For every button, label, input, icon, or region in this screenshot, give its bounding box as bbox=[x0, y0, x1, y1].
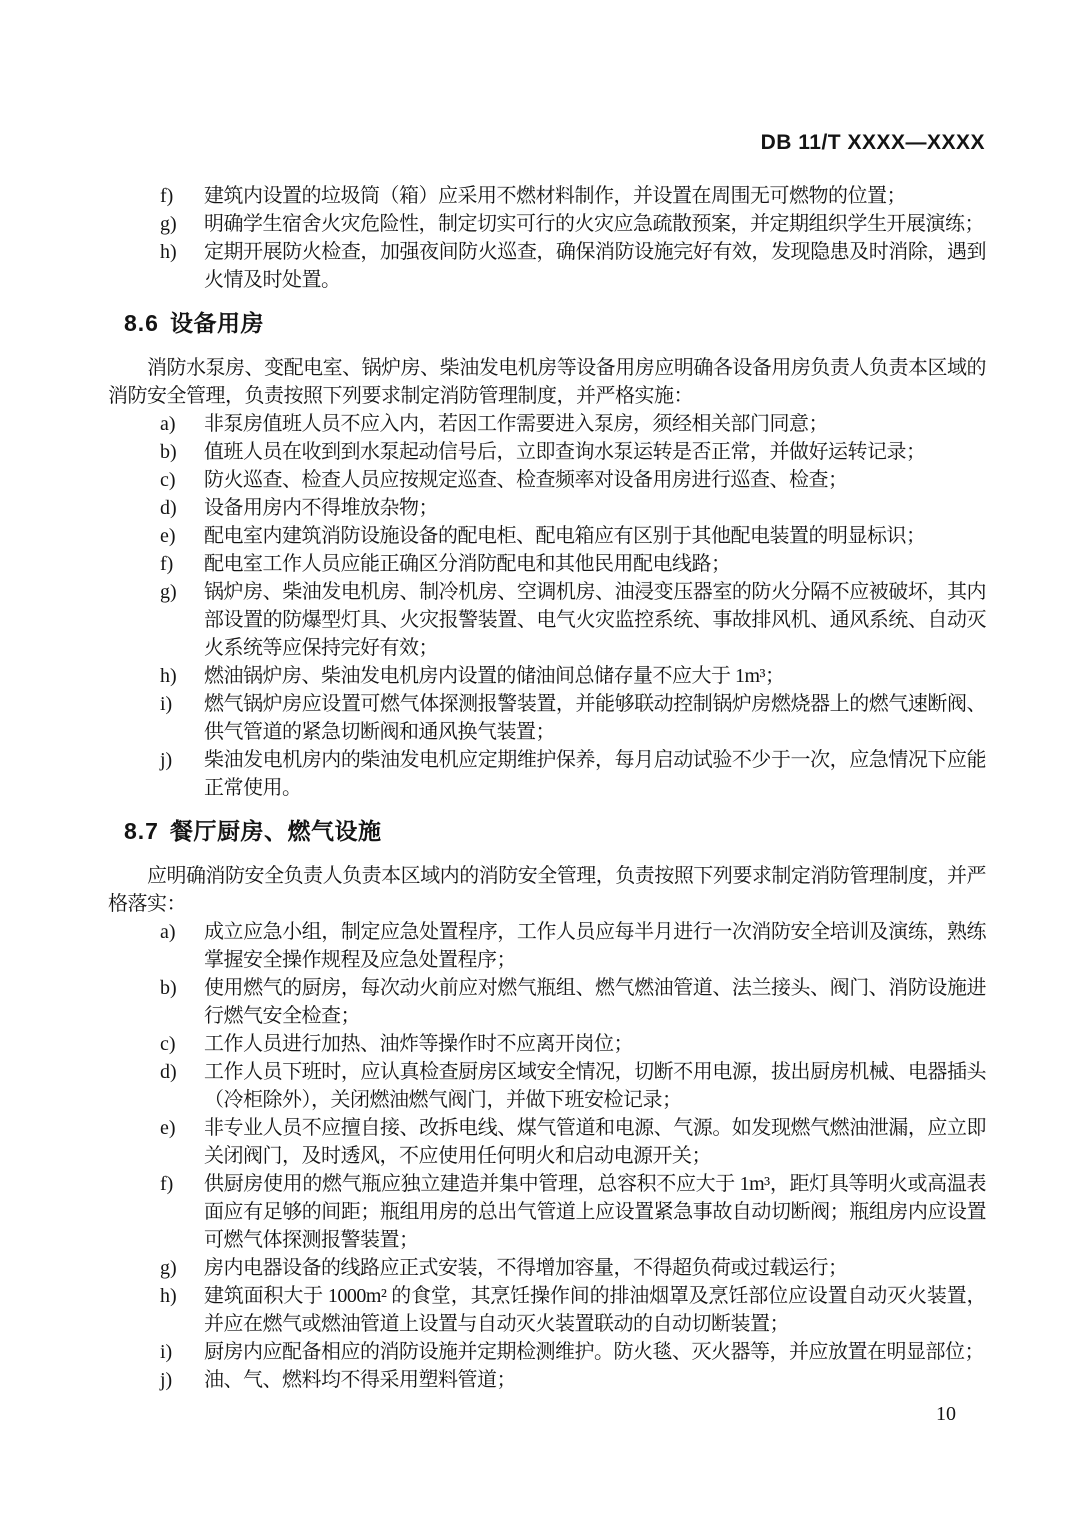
list-item-text: 房内电器设备的线路应正式安装，不得增加容量，不得超负荷或过载运行； bbox=[204, 1257, 848, 1279]
list-item-text: 成立应急小组，制定应急处置程序，工作人员应每半月进行一次消防安全培训及演练，熟练掌握安全操作规程及应急处置程序； bbox=[204, 921, 986, 971]
list-item bbox=[108, 1030, 986, 1058]
list-item bbox=[108, 438, 986, 466]
list-item-text: 定期开展防火检查，加强夜间防火巡查，确保消防设施完好有效，发现隐患及时消除，遇到火情及时处置。 bbox=[204, 241, 986, 291]
list-item bbox=[108, 1058, 986, 1114]
list-item-text: 使用燃气的厨房，每次动火前应对燃气瓶组、燃气燃油管道、法兰接头、阀门、消防设施进行燃气安全检查； bbox=[204, 977, 986, 1027]
list-item-label: d) bbox=[160, 1061, 177, 1083]
list-item-label: a) bbox=[160, 413, 176, 435]
list-item-label: f) bbox=[160, 1173, 174, 1195]
list-item bbox=[108, 1254, 986, 1282]
page-content bbox=[108, 182, 986, 1394]
list-item-label: f) bbox=[160, 185, 174, 207]
list-item-text: 供厨房使用的燃气瓶应独立建造并集中管理，总容积不应大于 1m³，距灯具等明火或高温表面应有足够的间距；瓶组用房的总出气管道上应设置紧急事故自动切断阀；瓶组房内应设置可燃气体探测报警装置； bbox=[204, 1173, 986, 1251]
list-item bbox=[108, 210, 986, 238]
list-item-label: e) bbox=[160, 1117, 176, 1139]
list-item-text: 配电室工作人员应能正确区分消防配电和其他民用配电线路； bbox=[204, 553, 731, 575]
section-intro-paragraph: 应明确消防安全负责人负责本区域内的消防安全管理，负责按照下列要求制定消防管理制度，并严格落实： bbox=[108, 865, 986, 915]
list-item-label: d) bbox=[160, 497, 177, 519]
list-item-text: 厨房内应配备相应的消防设施并定期检测维护。防火毯、灭火器等，并应放置在明显部位； bbox=[204, 1341, 984, 1363]
section-number: 8.7 bbox=[124, 818, 159, 844]
list-item-label: h) bbox=[160, 241, 177, 263]
list-item-label: c) bbox=[160, 469, 176, 491]
list-item bbox=[108, 494, 986, 522]
list-item-text: 明确学生宿舍火灾危险性，制定切实可行的火灾应急疏散预案，并定期组织学生开展演练； bbox=[204, 213, 984, 235]
section-number: 8.6 bbox=[124, 310, 159, 336]
list-item-text: 建筑面积大于 1000m² 的食堂，其烹饪操作间的排油烟罩及烹饪部位应设置自动灭火装置，并应在燃气或燃油管道上设置与自动灭火装置联动的自动切断装置； bbox=[204, 1285, 986, 1335]
list-item bbox=[108, 238, 986, 294]
section-intro-paragraph: 消防水泵房、变配电室、锅炉房、柴油发电机房等设备用房应明确各设备用房负责人负责本区域的消防安全管理，负责按照下列要求制定消防管理制度，并严格实施： bbox=[108, 357, 986, 407]
list-item-text: 燃气锅炉房应设置可燃气体探测报警装置，并能够联动控制锅炉房燃烧器上的燃气速断阀、供气管道的紧急切断阀和通风换气装置； bbox=[204, 693, 986, 743]
list-item-label: g) bbox=[160, 581, 177, 603]
list-item-text: 设备用房内不得堆放杂物； bbox=[204, 497, 438, 519]
list-item-text: 值班人员在收到到水泵起动信号后，立即查询水泵运转是否正常，并做好运转记录； bbox=[204, 441, 926, 463]
list-item-text: 油、气、燃料均不得采用塑料管道； bbox=[204, 1369, 516, 1391]
section-title: 餐厅厨房、燃气设施 bbox=[169, 818, 382, 844]
list-item-label: e) bbox=[160, 525, 176, 547]
list-item bbox=[108, 1366, 986, 1394]
list-item bbox=[108, 974, 986, 1030]
list-item-label: j) bbox=[160, 749, 173, 771]
list-item-label: h) bbox=[160, 1285, 177, 1307]
list-item-text: 燃油锅炉房、柴油发电机房内设置的储油间总储存量不应大于 1m³； bbox=[204, 665, 785, 687]
list-item-text: 非专业人员不应擅自接、改拆电线、煤气管道和电源、气源。如发现燃气燃油泄漏，应立即关闭阀门，及时透风，不应使用任何明火和启动电源开关； bbox=[204, 1117, 986, 1167]
list-item-label: b) bbox=[160, 977, 177, 999]
list-item bbox=[108, 522, 986, 550]
list-item-text: 建筑内设置的垃圾筒（箱）应采用不燃材料制作，并设置在周围无可燃物的位置； bbox=[204, 185, 906, 207]
list-item-label: i) bbox=[160, 693, 173, 715]
list-item-text: 锅炉房、柴油发电机房、制冷机房、空调机房、油浸变压器室的防火分隔不应被破坏，其内部设置的防爆型灯具、火灾报警装置、电气火灾监控系统、事故排风机、通风系统、自动灭火系统等应保持完好有效； bbox=[204, 581, 986, 659]
list-item bbox=[108, 550, 986, 578]
list-item-label: g) bbox=[160, 213, 177, 235]
list-item-label: i) bbox=[160, 1341, 173, 1363]
list-item-label: f) bbox=[160, 553, 174, 575]
section-title: 设备用房 bbox=[169, 310, 264, 336]
document-header: DB 11/T XXXX—XXXX bbox=[760, 131, 985, 154]
list-item-text: 防火巡查、检查人员应按规定巡查、检查频率对设备用房进行巡查、检查； bbox=[204, 469, 848, 491]
list-item bbox=[108, 918, 986, 974]
list-item-label: h) bbox=[160, 665, 177, 687]
list-item-label: c) bbox=[160, 1033, 176, 1055]
list-item bbox=[108, 690, 986, 746]
list-item bbox=[108, 466, 986, 494]
list-item-text: 工作人员进行加热、油炸等操作时不应离开岗位； bbox=[204, 1033, 633, 1055]
list-item-text: 非泵房值班人员不应入内，若因工作需要进入泵房，须经相关部门同意； bbox=[204, 413, 828, 435]
list-item-text: 配电室内建筑消防设施设备的配电柜、配电箱应有区别于其他配电装置的明显标识； bbox=[204, 525, 926, 547]
list-item bbox=[108, 1282, 986, 1338]
list-item-text: 柴油发电机房内的柴油发电机应定期维护保养，每月启动试验不少于一次，应急情况下应能正常使用。 bbox=[204, 749, 986, 799]
list-item-label: g) bbox=[160, 1257, 177, 1279]
section-heading bbox=[124, 814, 986, 848]
list-item bbox=[108, 746, 986, 802]
list-item-label: a) bbox=[160, 921, 176, 943]
list-item bbox=[108, 410, 986, 438]
list-item-label: b) bbox=[160, 441, 177, 463]
list-item-label: j) bbox=[160, 1369, 173, 1391]
list-item bbox=[108, 1338, 986, 1366]
section-heading bbox=[124, 306, 986, 340]
list-item bbox=[108, 662, 986, 690]
list-item-text: 工作人员下班时，应认真检查厨房区域安全情况，切断不用电源，拔出厨房机械、电器插头（冷柜除外），关闭燃油燃气阀门，并做下班安检记录； bbox=[204, 1061, 986, 1111]
page-number: 10 bbox=[936, 1403, 956, 1425]
list-item bbox=[108, 578, 986, 662]
list-item bbox=[108, 1114, 986, 1170]
list-item bbox=[108, 182, 986, 210]
list-item bbox=[108, 1170, 986, 1254]
